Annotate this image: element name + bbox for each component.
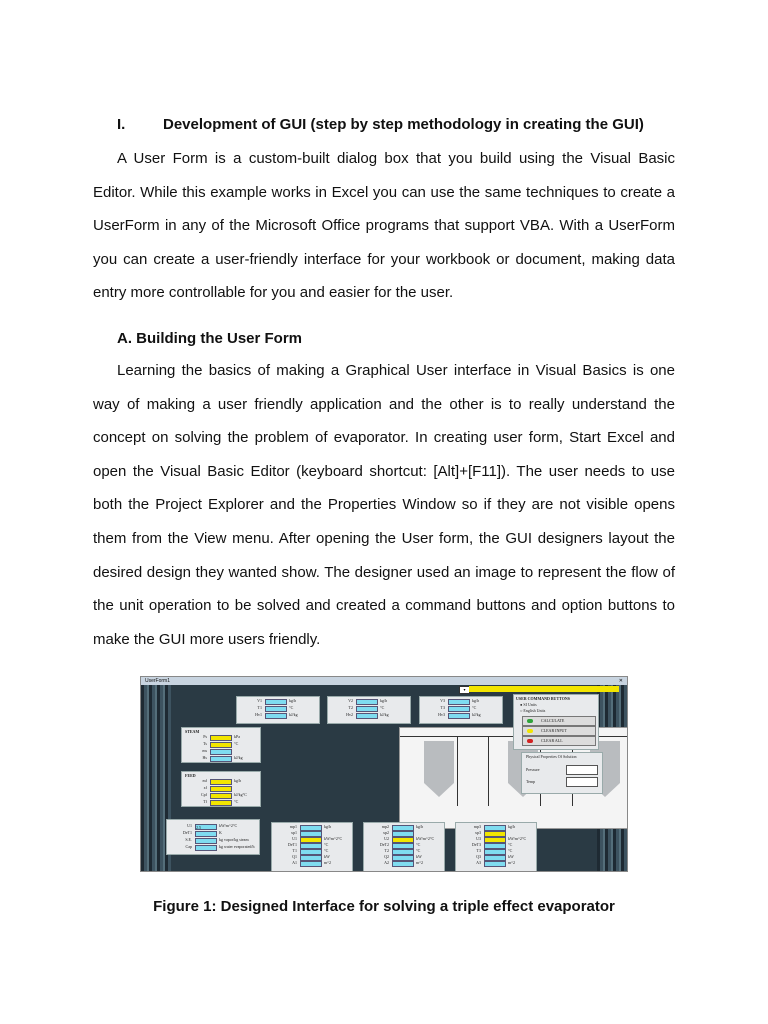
effect-2-panel: mp2 kg/h xp2 U2 kW/m^2°C DeT2 °C T2 °C Q2 kW A2 m^2 [363,822,445,872]
hs-input[interactable] [210,756,232,762]
figure-caption: Figure 1: Designed Interface for solving a triple effect evaporator [153,898,615,915]
overall-results-panel: U1 2.5 kW/m^2°C DeT1 K S.E. kg vapor/kg steam Cap kg water evaporated/h [166,819,260,855]
temp-input[interactable] [566,777,598,787]
temp-label: Temp [526,779,536,784]
a3-input[interactable] [484,861,506,867]
clear-input-button[interactable]: CLEAR INPUT [522,726,596,736]
subsection-heading: A. Building the User Form [117,330,303,347]
userform-titlebar [141,677,627,685]
close-icon[interactable]: ✕ [618,678,623,684]
dropdown-chevron-icon[interactable]: ▾ [459,686,470,694]
a2-input[interactable] [392,861,414,867]
feed-panel: FEED mf kg/h xf Cpf kJ/kg°C Tf °C [181,771,261,807]
diagram-pipe [457,736,458,806]
paragraph-userform-intro: A User Form is a custom-built dialog box that you build using the Visual Basic Editor. While this example works in Excel you can use the same techniques to create a UserForm in any of the Microsoft Office programs that support VBA. With a UserForm you can create a user-friendly interface for your workbook or document, making data entry more controllable for you and easier for the user. [93,150,675,302]
si-units-option[interactable]: ● SI Units [520,702,537,707]
properties-title: Physical Properties Of Solution [526,754,577,759]
diagram-pipe [488,736,489,806]
feed-title: FEED [185,773,196,778]
commands-title: USER COMMAND BUTTONS [516,696,570,701]
section-title: Development of GUI (step by step methodology in creating the GUI) [163,116,644,133]
effect-1-panel: mp1 kg/h xp1 U1 kW/m^2°C DeT1 °C T1 °C Q1 kW A1 m^2 [271,822,353,872]
section-heading [117,116,644,133]
hv3-input[interactable] [448,713,470,719]
paragraph-building-userform: Learning the basics of making a Graphical User interface in Visual Basics is one way of making a user friendly application and the other is to really understand the concept on solving the problem of evaporator. In creating user form, Start Excel and open the Visual Basic Editor (keyboard shortcut: [Alt]+[F11]). The user needs to use both the Project Explorer and the Properties Window so if they are not visible opens them from the View menu. After opening the User form, the GUI designers layout the desired design they wanted show. The designer used an image to represent the flow of the unit operation to be solved and created a command buttons and option buttons to make the GUI more users friendly. [93,362,675,648]
pressure-input[interactable] [566,765,598,775]
figure-userform-screenshot [140,676,628,872]
section-number: I. [117,116,126,133]
tf-input[interactable] [210,800,232,806]
vapor-panel-1: V1 kg/h T1 °C Hv1 kJ/kg [236,696,320,724]
steam-panel: STEAM Ps kPa Ts °C ms Hs kJ/kg [181,727,261,763]
userform-title: UserForm1 [145,678,171,684]
a1-input[interactable] [300,861,322,867]
clear-all-button[interactable]: CLEAR ALL [522,736,596,746]
hv1-input[interactable] [265,713,287,719]
user-command-buttons [513,694,599,750]
capacity-input[interactable] [195,845,217,851]
hv2-input[interactable] [356,713,378,719]
properties-panel [521,752,603,794]
top-status-bar [469,686,619,692]
effect-3-panel: mp3 kg/h xp3 U3 kW/m^2°C DeT3 °C T3 °C Q3 kW A3 m^2 [455,822,537,872]
u1-input[interactable]: 2.5 [195,824,217,830]
vapor-panel-2: V2 kg/h T2 °C Hv2 kJ/kg [327,696,411,724]
evaporator-effect-1 [424,741,454,799]
steam-title: STEAM [185,729,200,734]
calculate-button[interactable]: CALCULATE [522,716,596,726]
english-units-option[interactable]: ○ English Units [520,708,546,713]
pressure-label: Pressure [526,767,540,772]
vapor-panel-3: V3 kg/h T3 °C Hv3 kJ/kg [419,696,503,724]
